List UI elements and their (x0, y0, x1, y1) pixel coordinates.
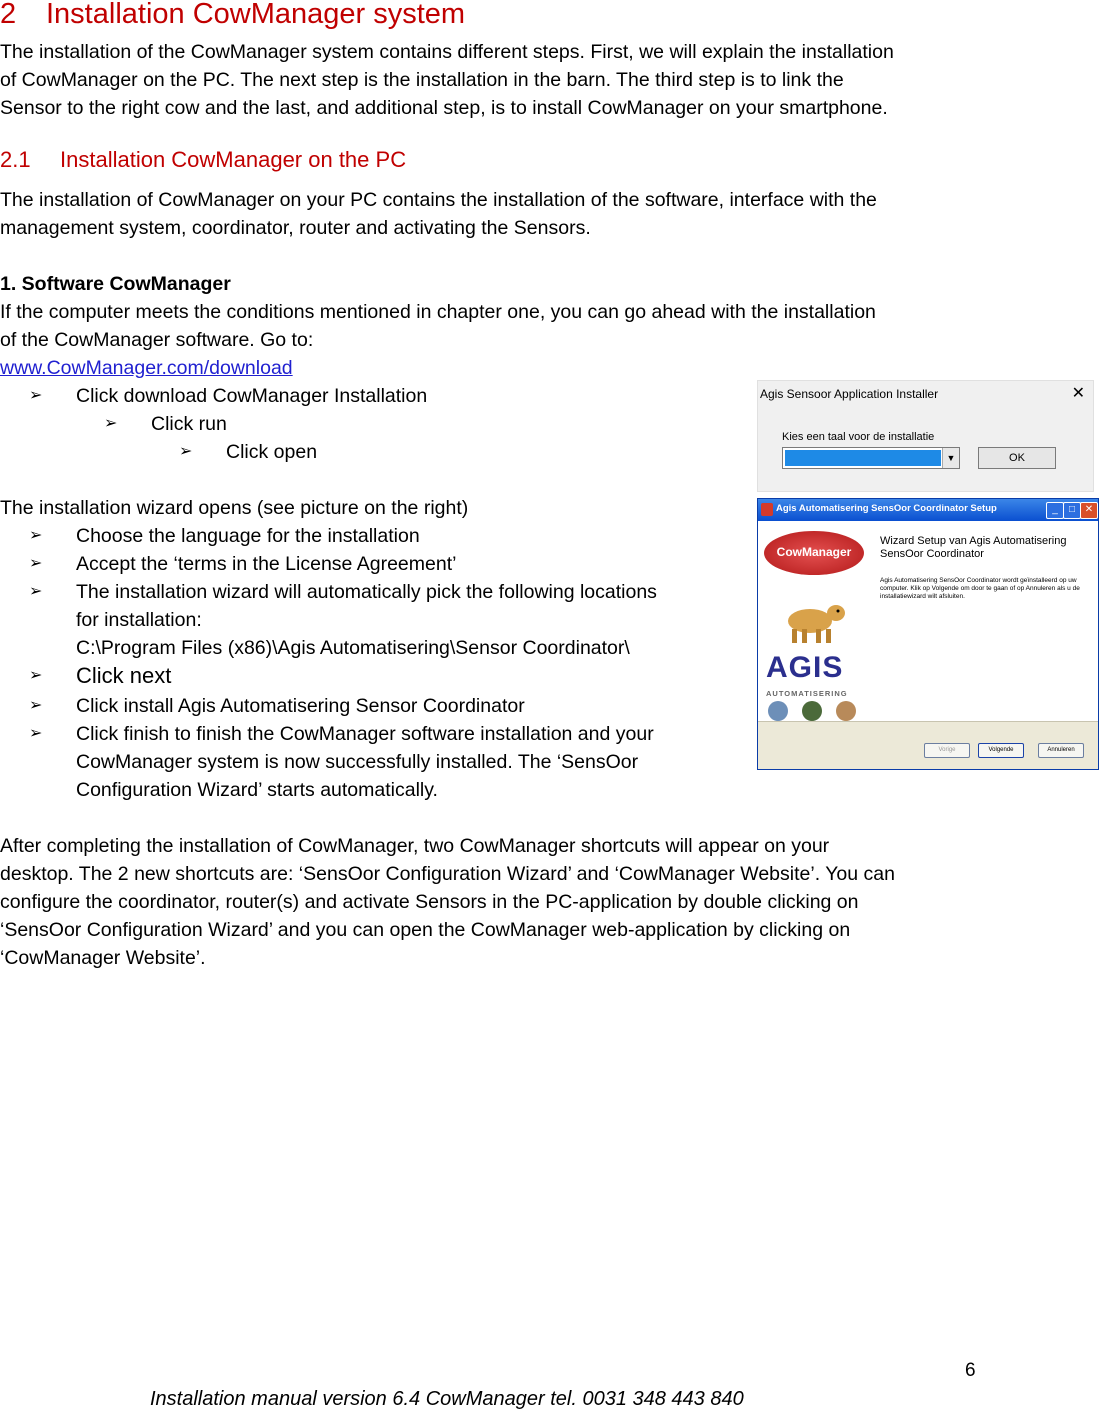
wizard-title: Agis Automatisering SensOor Coordinator Setup (776, 503, 997, 514)
arrow-bullet-icon: ➢ (29, 527, 43, 544)
wizard-bullet (29, 692, 525, 720)
agis-logo: AGIS (766, 651, 844, 684)
heading-1-text: Installation CowManager system (46, 0, 466, 30)
intro-line: The installation of the CowManager system contains different steps. First, we will explain the installation (0, 41, 894, 63)
wizard-bullet-text: Click finish to finish the CowManager software installation and your (76, 723, 654, 745)
heading-2-number: 2.1 (0, 147, 31, 172)
wizard-bullet-text: Choose the language for the installation (76, 525, 420, 547)
cancel-button[interactable]: Annuleren (1038, 743, 1084, 758)
download-link[interactable]: www.CowManager.com/download (0, 357, 293, 379)
heading-2 (0, 147, 406, 173)
wizard-welcome-body: Agis Automatisering SensOor Coordinator wordt geïnstalleerd op uw computer. Klik op Volgende om door te gaan of op Annuleren als u de installatiewizard wilt afsluiten. (880, 577, 1080, 600)
ok-button[interactable]: OK (978, 447, 1056, 469)
setup-wizard-screenshot (757, 498, 1099, 770)
section-intro-line: The installation of CowManager on your PC contains the installation of the software, interface with the (0, 189, 877, 211)
arrow-bullet-icon: ➢ (29, 725, 43, 742)
heading-1-number: 2 (0, 0, 17, 30)
wizard-bullet-text: The installation wizard will automatically pick the following locations (76, 581, 657, 603)
language-select[interactable] (782, 447, 960, 469)
step-item (104, 410, 227, 438)
wizard-titlebar (758, 499, 1098, 521)
wizard-bullet-cont: for installation: (76, 609, 202, 631)
after-line: desktop. The 2 new shortcuts are: ‘SensOor Configuration Wizard’ and ‘CowManager Website’. You can (0, 863, 895, 885)
step-text: Click open (226, 441, 318, 463)
arrow-bullet-icon: ➢ (29, 667, 43, 684)
back-button[interactable]: Vorige (924, 743, 970, 758)
step-text: Click download CowManager Installation (76, 385, 428, 407)
wizard-bullet-cont: Configuration Wizard’ starts automatically. (76, 779, 438, 801)
arrow-bullet-icon: ➢ (29, 697, 43, 714)
step-item (179, 438, 318, 466)
section-intro-line: management system, coordinator, router and activating the Sensors. (0, 217, 591, 239)
wizard-bullet (29, 578, 657, 606)
wizard-intro: The installation wizard opens (see picture on the right) (0, 497, 469, 519)
logo-text: CowManager (776, 545, 852, 559)
wizard-welcome-title: Wizard Setup van Agis Automatisering SensOor Coordinator (880, 535, 1067, 560)
cow-icon (778, 599, 848, 645)
chevron-down-icon[interactable]: ▼ (942, 448, 959, 468)
arrow-bullet-icon: ➢ (29, 387, 43, 404)
close-icon[interactable]: ✕ (1071, 385, 1085, 402)
minimize-icon[interactable]: _ (1046, 502, 1064, 519)
footer-text: Installation manual version 6.4 CowManager tel. 0031 348 443 840 (150, 1388, 744, 1410)
app-icon (761, 503, 773, 516)
after-line: ‘SensOor Configuration Wizard’ and you can open the CowManager web-application by clicking on (0, 919, 851, 941)
after-line: ‘CowManager Website’. (0, 947, 206, 969)
intro-line: of CowManager on the PC. The next step is the installation in the barn. The third step is to link the (0, 69, 844, 91)
agis-subtitle: AUTOMATISERING (766, 689, 848, 698)
arrow-bullet-icon: ➢ (179, 443, 193, 460)
install-path: C:\Program Files (x86)\Agis Automatisering\Sensor Coordinator\ (76, 637, 630, 659)
step-item (29, 382, 428, 410)
maximize-icon[interactable]: □ (1063, 502, 1081, 519)
person-photo (836, 701, 856, 721)
wizard-bullet-text: Click next (76, 663, 172, 688)
intro-line: Sensor to the right cow and the last, and additional step, is to install CowManager on your smartphone. (0, 97, 888, 119)
installer-dialog-screenshot (757, 380, 1094, 492)
after-line: configure the coordinator, router(s) and activate Sensors in the PC-application by double clicking on (0, 891, 859, 913)
heading-1 (0, 0, 465, 31)
language-label: Kies een taal voor de installatie (782, 431, 935, 443)
wizard-bullet (29, 550, 457, 578)
after-line: After completing the installation of CowManager, two CowManager shortcuts will appear on your (0, 835, 830, 857)
wizard-bullet-text: Click install Agis Automatisering Sensor Coordinator (76, 695, 525, 717)
cowmanager-logo (764, 531, 864, 575)
close-icon[interactable]: ✕ (1080, 502, 1098, 519)
wizard-bullet-cont: CowManager system is now successfully installed. The ‘SensOor (76, 751, 639, 773)
person-photo (768, 701, 788, 721)
wizard-bullet (29, 662, 172, 690)
wizard-content (870, 521, 1098, 721)
step-text: Click run (151, 413, 227, 435)
arrow-bullet-icon: ➢ (104, 415, 118, 432)
wizard-bullet (29, 522, 420, 550)
software-line: of the CowManager software. Go to: (0, 329, 314, 351)
page-number: 6 (965, 1360, 976, 1381)
dialog-title: Agis Sensoor Application Installer (760, 387, 939, 401)
software-line: If the computer meets the conditions mentioned in chapter one, you can go ahead with the installation (0, 301, 876, 323)
wizard-footer (758, 721, 1098, 770)
wizard-banner (758, 521, 870, 721)
language-select-highlight (785, 450, 941, 466)
arrow-bullet-icon: ➢ (29, 555, 43, 572)
next-button[interactable]: Volgende (978, 743, 1024, 758)
arrow-bullet-icon: ➢ (29, 583, 43, 600)
wizard-bullet-text: Accept the ‘terms in the License Agreement’ (76, 553, 457, 575)
heading-2-text: Installation CowManager on the PC (60, 147, 407, 172)
person-photo (802, 701, 822, 721)
software-title: 1. Software CowManager (0, 273, 231, 295)
wizard-bullet (29, 720, 654, 748)
